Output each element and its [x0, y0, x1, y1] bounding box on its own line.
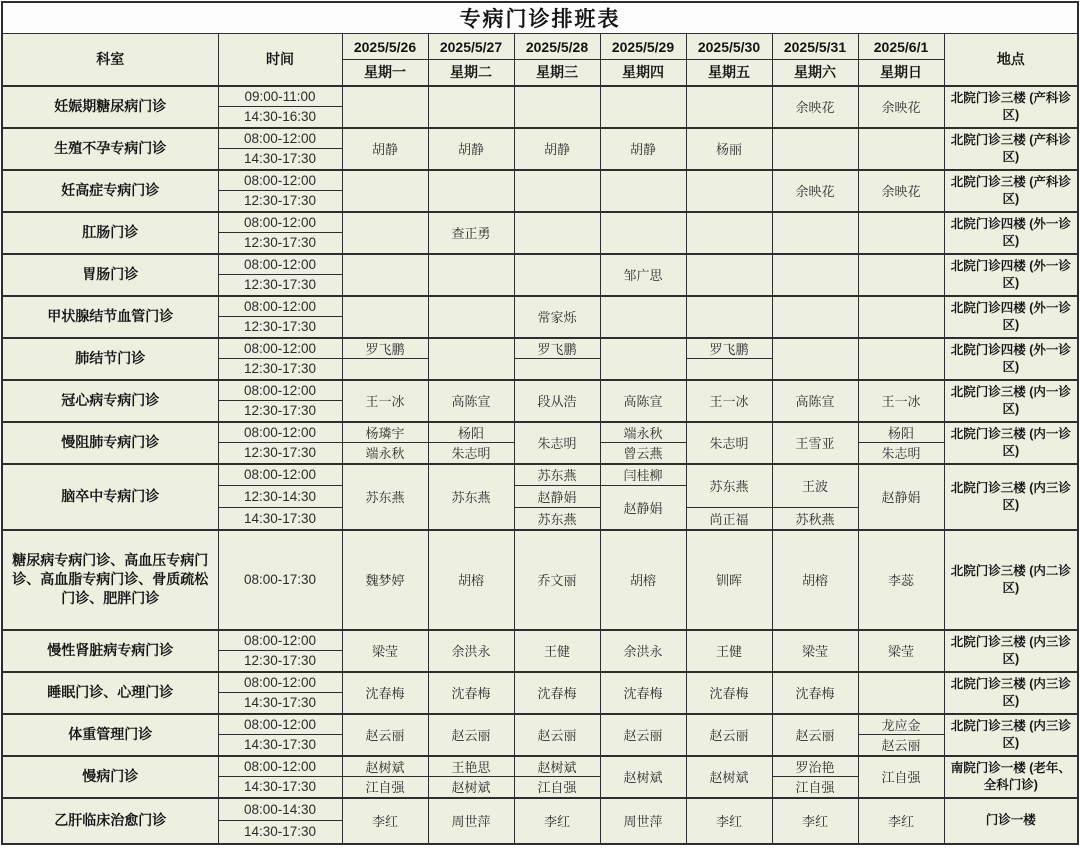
time-slot-cell: 14:30-17:30	[218, 693, 342, 714]
department-cell: 妊娠期糖尿病门诊	[2, 86, 218, 128]
doctor-name-cell: 余映花	[772, 86, 858, 128]
doctor-name-cell: 杨璘宇	[342, 422, 428, 443]
location-cell: 北院门诊四楼 (外一诊区)	[944, 296, 1078, 338]
empty-schedule-cell	[772, 296, 858, 338]
doctor-name-cell: 沈春梅	[772, 672, 858, 714]
doctor-name-cell: 王雪亚	[772, 422, 858, 464]
doctor-name-cell: 赵树斌	[428, 777, 514, 798]
header-weekday-5: 星期五	[686, 60, 772, 86]
doctor-name-cell: 尚正福	[686, 508, 772, 530]
empty-schedule-cell	[686, 212, 772, 254]
time-slot-cell: 14:30-16:30	[218, 107, 342, 128]
doctor-name-cell: 沈春梅	[600, 672, 686, 714]
doctor-name-cell: 王一冰	[858, 380, 944, 422]
schedule-row	[2, 338, 1078, 359]
empty-schedule-cell	[342, 254, 428, 296]
time-slot-cell: 08:00-12:00	[218, 254, 342, 275]
empty-schedule-cell	[342, 170, 428, 212]
empty-schedule-cell	[858, 254, 944, 296]
empty-schedule-cell	[772, 254, 858, 296]
time-slot-cell: 12:30-17:30	[218, 233, 342, 254]
header-date-7: 2025/6/1	[858, 34, 944, 60]
empty-schedule-cell	[600, 170, 686, 212]
time-slot-cell: 08:00-12:00	[218, 714, 342, 735]
doctor-name-cell: 朱志明	[428, 443, 514, 464]
doctor-name-cell: 胡榕	[600, 530, 686, 630]
empty-schedule-cell	[686, 170, 772, 212]
schedule-row	[2, 530, 1078, 630]
doctor-name-cell: 罗治艳	[772, 756, 858, 777]
doctor-name-cell: 周世萍	[428, 798, 514, 844]
doctor-name-cell: 沈春梅	[514, 672, 600, 714]
doctor-name-cell: 赵静娟	[514, 486, 600, 508]
schedule-row	[2, 464, 1078, 486]
department-cell: 慢性肾脏病专病门诊	[2, 630, 218, 672]
doctor-name-cell: 李红	[342, 798, 428, 844]
time-slot-cell: 14:30-17:30	[218, 508, 342, 530]
schedule-row	[2, 170, 1078, 191]
location-cell: 北院门诊四楼 (外一诊区)	[944, 254, 1078, 296]
empty-schedule-cell	[858, 296, 944, 338]
time-slot-cell: 14:30-17:30	[218, 149, 342, 170]
empty-schedule-cell	[428, 254, 514, 296]
doctor-name-cell: 沈春梅	[428, 672, 514, 714]
time-slot-cell: 14:30-17:30	[218, 735, 342, 756]
time-slot-cell: 08:00-14:30	[218, 798, 342, 821]
department-cell: 甲状腺结节血管门诊	[2, 296, 218, 338]
empty-schedule-cell	[858, 128, 944, 170]
doctor-name-cell: 王健	[686, 630, 772, 672]
time-slot-cell: 08:00-12:00	[218, 296, 342, 317]
schedule-row	[2, 422, 1078, 443]
header-weekday-6: 星期六	[772, 60, 858, 86]
doctor-name-cell: 苏东燕	[514, 464, 600, 486]
doctor-name-cell: 李红	[514, 798, 600, 844]
doctor-name-cell: 王健	[514, 630, 600, 672]
doctor-name-cell: 梁莹	[772, 630, 858, 672]
time-slot-cell: 08:00-12:00	[218, 338, 342, 359]
header-location: 地点	[944, 34, 1078, 86]
doctor-name-cell: 赵云丽	[600, 714, 686, 756]
doctor-name-cell: 余映花	[858, 170, 944, 212]
doctor-name-cell: 沈春梅	[686, 672, 772, 714]
schedule-row	[2, 630, 1078, 651]
doctor-name-cell: 赵静娟	[600, 486, 686, 530]
doctor-name-cell: 赵云丽	[772, 714, 858, 756]
department-cell: 胃肠门诊	[2, 254, 218, 296]
doctor-name-cell: 李红	[858, 798, 944, 844]
empty-schedule-cell	[600, 86, 686, 128]
time-slot-cell: 12:30-17:30	[218, 401, 342, 422]
doctor-name-cell: 赵云丽	[514, 714, 600, 756]
empty-schedule-cell	[686, 296, 772, 338]
empty-schedule-cell	[342, 359, 428, 380]
doctor-name-cell: 苏东燕	[686, 464, 772, 508]
time-slot-cell: 08:00-12:00	[218, 212, 342, 233]
header-date-4: 2025/5/29	[600, 34, 686, 60]
doctor-name-cell: 胡榕	[772, 530, 858, 630]
doctor-name-cell: 乔文丽	[514, 530, 600, 630]
page-title: 专病门诊排班表	[2, 2, 1078, 34]
doctor-name-cell: 罗飞鹏	[514, 338, 600, 359]
empty-schedule-cell	[514, 86, 600, 128]
location-cell: 北院门诊三楼 (内一诊区)	[944, 380, 1078, 422]
doctor-name-cell: 赵云丽	[342, 714, 428, 756]
doctor-name-cell: 苏东燕	[342, 464, 428, 530]
department-cell: 肛肠门诊	[2, 212, 218, 254]
doctor-name-cell: 赵树斌	[600, 756, 686, 798]
time-slot-cell: 12:30-17:30	[218, 317, 342, 338]
doctor-name-cell: 赵树斌	[686, 756, 772, 798]
time-slot-cell: 12:30-17:30	[218, 443, 342, 464]
department-cell: 乙肝临床治愈门诊	[2, 798, 218, 844]
header-weekday-7: 星期日	[858, 60, 944, 86]
empty-schedule-cell	[686, 254, 772, 296]
doctor-name-cell: 常家烁	[514, 296, 600, 338]
doctor-name-cell: 朱志明	[686, 422, 772, 464]
doctor-name-cell: 龙应金	[858, 714, 944, 735]
header-date-2: 2025/5/27	[428, 34, 514, 60]
empty-schedule-cell	[686, 359, 772, 380]
header-time: 时间	[218, 34, 342, 86]
location-cell: 门诊一楼	[944, 798, 1078, 844]
doctor-name-cell: 余映花	[772, 170, 858, 212]
doctor-name-cell: 李红	[772, 798, 858, 844]
doctor-name-cell: 李蕊	[858, 530, 944, 630]
department-cell: 肺结节门诊	[2, 338, 218, 380]
time-slot-cell: 08:00-12:00	[218, 128, 342, 149]
doctor-name-cell: 余洪永	[600, 630, 686, 672]
location-cell: 北院门诊三楼 (内二诊区)	[944, 530, 1078, 630]
empty-schedule-cell	[600, 212, 686, 254]
schedule-row	[2, 714, 1078, 735]
empty-schedule-cell	[600, 338, 686, 380]
empty-schedule-cell	[428, 338, 514, 380]
empty-schedule-cell	[514, 359, 600, 380]
doctor-name-cell: 杨丽	[686, 128, 772, 170]
doctor-name-cell: 曾云燕	[600, 443, 686, 464]
doctor-name-cell: 余映花	[858, 86, 944, 128]
doctor-name-cell: 钏晖	[686, 530, 772, 630]
empty-schedule-cell	[858, 338, 944, 380]
doctor-name-cell: 端永秋	[600, 422, 686, 443]
doctor-name-cell: 江自强	[514, 777, 600, 798]
department-cell: 体重管理门诊	[2, 714, 218, 756]
doctor-name-cell: 江自强	[858, 756, 944, 798]
time-slot-cell: 08:00-12:00	[218, 464, 342, 486]
department-cell: 妊高症专病门诊	[2, 170, 218, 212]
schedule-row	[2, 254, 1078, 275]
header-date-6: 2025/5/31	[772, 34, 858, 60]
doctor-name-cell: 赵云丽	[686, 714, 772, 756]
location-cell: 北院门诊三楼 (内三诊区)	[944, 464, 1078, 530]
time-slot-cell: 08:00-17:30	[218, 530, 342, 630]
header-weekday-4: 星期四	[600, 60, 686, 86]
department-cell: 脑卒中专病门诊	[2, 464, 218, 530]
empty-schedule-cell	[428, 296, 514, 338]
header-dates-row	[2, 34, 1078, 60]
empty-schedule-cell	[514, 170, 600, 212]
doctor-name-cell: 周世萍	[600, 798, 686, 844]
schedule-row	[2, 380, 1078, 401]
time-slot-cell: 08:00-12:00	[218, 672, 342, 693]
doctor-name-cell: 王波	[772, 464, 858, 508]
doctor-name-cell: 赵云丽	[428, 714, 514, 756]
doctor-name-cell: 段从浩	[514, 380, 600, 422]
doctor-name-cell: 罗飞鹏	[342, 338, 428, 359]
empty-schedule-cell	[772, 338, 858, 380]
doctor-name-cell: 邹广思	[600, 254, 686, 296]
empty-schedule-cell	[686, 86, 772, 128]
header-weekday-1: 星期一	[342, 60, 428, 86]
location-cell: 北院门诊三楼 (内三诊区)	[944, 714, 1078, 756]
header-weekday-2: 星期二	[428, 60, 514, 86]
header-weekday-3: 星期三	[514, 60, 600, 86]
location-cell: 北院门诊三楼 (产科诊区)	[944, 86, 1078, 128]
time-slot-cell: 08:00-12:00	[218, 756, 342, 777]
location-cell: 北院门诊三楼 (产科诊区)	[944, 170, 1078, 212]
doctor-name-cell: 王一冰	[342, 380, 428, 422]
schedule-table	[1, 1, 1079, 845]
empty-schedule-cell	[428, 170, 514, 212]
doctor-name-cell: 苏东燕	[514, 508, 600, 530]
time-slot-cell: 12:30-17:30	[218, 651, 342, 672]
department-cell: 慢病门诊	[2, 756, 218, 798]
doctor-name-cell: 李红	[686, 798, 772, 844]
doctor-name-cell: 杨阳	[858, 422, 944, 443]
header-date-1: 2025/5/26	[342, 34, 428, 60]
empty-schedule-cell	[514, 212, 600, 254]
time-slot-cell: 08:00-12:00	[218, 422, 342, 443]
location-cell: 北院门诊四楼 (外一诊区)	[944, 212, 1078, 254]
empty-schedule-cell	[342, 86, 428, 128]
empty-schedule-cell	[342, 212, 428, 254]
time-slot-cell: 14:30-17:30	[218, 821, 342, 844]
department-cell: 慢阻肺专病门诊	[2, 422, 218, 464]
doctor-name-cell: 魏梦婷	[342, 530, 428, 630]
doctor-name-cell: 查正勇	[428, 212, 514, 254]
doctor-name-cell: 苏东燕	[428, 464, 514, 530]
doctor-name-cell: 王艳思	[428, 756, 514, 777]
doctor-name-cell: 杨阳	[428, 422, 514, 443]
empty-schedule-cell	[514, 254, 600, 296]
doctor-name-cell: 苏秋燕	[772, 508, 858, 530]
doctor-name-cell: 胡静	[342, 128, 428, 170]
header-date-3: 2025/5/28	[514, 34, 600, 60]
doctor-name-cell: 赵静娟	[858, 464, 944, 530]
location-cell: 北院门诊三楼 (内三诊区)	[944, 672, 1078, 714]
schedule-row	[2, 756, 1078, 777]
doctor-name-cell: 梁莹	[342, 630, 428, 672]
doctor-name-cell: 朱志明	[858, 443, 944, 464]
empty-schedule-cell	[772, 212, 858, 254]
doctor-name-cell: 梁莹	[858, 630, 944, 672]
doctor-name-cell: 赵树斌	[342, 756, 428, 777]
time-slot-cell: 12:30-14:30	[218, 486, 342, 508]
time-slot-cell: 14:30-17:30	[218, 777, 342, 798]
header-dept: 科室	[2, 34, 218, 86]
doctor-name-cell: 江自强	[342, 777, 428, 798]
doctor-name-cell: 沈春梅	[342, 672, 428, 714]
doctor-name-cell: 闫桂柳	[600, 464, 686, 486]
doctor-name-cell: 高陈宣	[600, 380, 686, 422]
department-cell: 冠心病专病门诊	[2, 380, 218, 422]
department-cell: 糖尿病专病门诊、高血压专病门诊、高血脂专病门诊、骨质疏松门诊、肥胖门诊	[2, 530, 218, 630]
time-slot-cell: 09:00-11:00	[218, 86, 342, 107]
time-slot-cell: 12:30-17:30	[218, 191, 342, 212]
doctor-name-cell: 罗飞鹏	[686, 338, 772, 359]
doctor-name-cell: 余洪永	[428, 630, 514, 672]
location-cell: 南院门诊一楼 (老年、全科门诊)	[944, 756, 1078, 798]
title-row	[2, 2, 1078, 34]
empty-schedule-cell	[428, 86, 514, 128]
time-slot-cell: 12:30-17:30	[218, 359, 342, 380]
time-slot-cell: 08:00-12:00	[218, 380, 342, 401]
doctor-name-cell: 端永秋	[342, 443, 428, 464]
header-date-5: 2025/5/30	[686, 34, 772, 60]
time-slot-cell: 12:30-17:30	[218, 275, 342, 296]
location-cell: 北院门诊三楼 (内三诊区)	[944, 630, 1078, 672]
schedule-row	[2, 798, 1078, 821]
empty-schedule-cell	[342, 296, 428, 338]
doctor-name-cell: 胡静	[600, 128, 686, 170]
doctor-name-cell: 王一冰	[686, 380, 772, 422]
doctor-name-cell: 胡榕	[428, 530, 514, 630]
doctor-name-cell: 胡静	[514, 128, 600, 170]
schedule-row	[2, 296, 1078, 317]
schedule-body	[2, 86, 1078, 844]
empty-schedule-cell	[772, 128, 858, 170]
time-slot-cell: 08:00-12:00	[218, 170, 342, 191]
location-cell: 北院门诊三楼 (内一诊区)	[944, 422, 1078, 464]
schedule-row	[2, 128, 1078, 149]
location-cell: 北院门诊三楼 (产科诊区)	[944, 128, 1078, 170]
department-cell: 睡眠门诊、心理门诊	[2, 672, 218, 714]
doctor-name-cell: 赵树斌	[514, 756, 600, 777]
empty-schedule-cell	[858, 212, 944, 254]
location-cell: 北院门诊四楼 (外一诊区)	[944, 338, 1078, 380]
time-slot-cell: 08:00-12:00	[218, 630, 342, 651]
schedule-row	[2, 212, 1078, 233]
department-cell: 生殖不孕专病门诊	[2, 128, 218, 170]
schedule-row	[2, 672, 1078, 693]
empty-schedule-cell	[858, 672, 944, 714]
doctor-name-cell: 江自强	[772, 777, 858, 798]
doctor-name-cell: 高陈宣	[428, 380, 514, 422]
doctor-name-cell: 高陈宣	[772, 380, 858, 422]
doctor-name-cell: 胡静	[428, 128, 514, 170]
empty-schedule-cell	[600, 296, 686, 338]
doctor-name-cell: 朱志明	[514, 422, 600, 464]
doctor-name-cell: 赵云丽	[858, 735, 944, 756]
schedule-row	[2, 86, 1078, 107]
